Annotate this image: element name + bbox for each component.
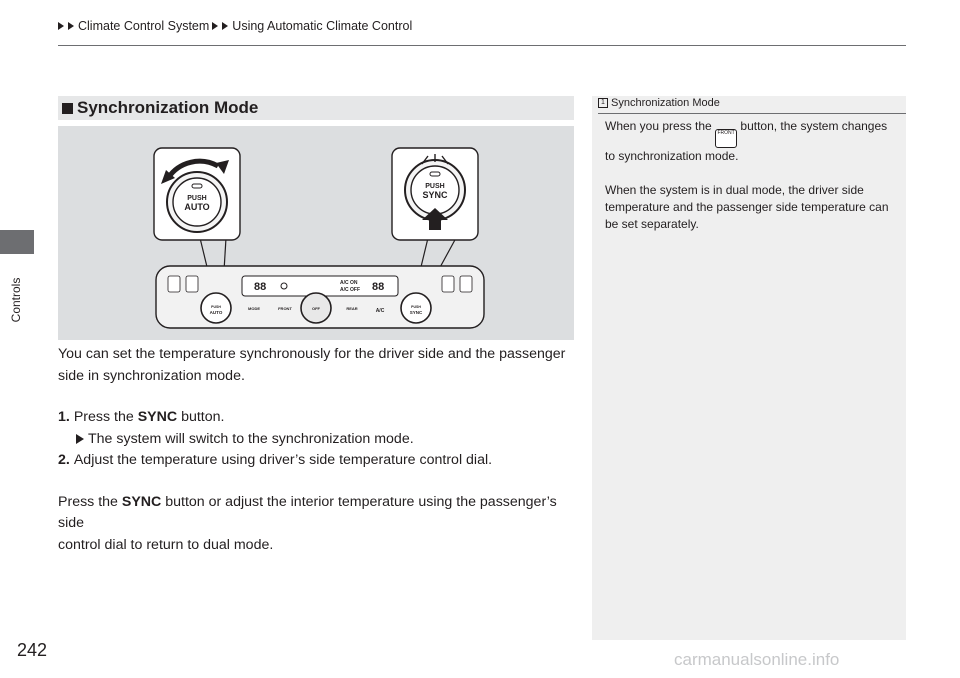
- step-2-text: Adjust the temperature using driver’s side temperature control dial.: [73, 452, 493, 468]
- step-1-post: button.: [177, 409, 225, 425]
- seat-heat-button: [168, 276, 180, 292]
- section-square-icon: [62, 103, 73, 114]
- sync-dial-sync-text: SYNC: [422, 190, 448, 200]
- note-p1-pre: When you press the: [605, 119, 716, 133]
- display-ac-on: A/C ON: [340, 280, 358, 286]
- display-ac-off: A/C OFF: [340, 287, 360, 293]
- outro-line1-post: button or adjust the interior temperature using the passenger’s side: [58, 493, 557, 531]
- step-1-bold: SYNC: [137, 409, 178, 425]
- note-p2-line1: When the system is in dual mode, the driver side: [605, 183, 864, 197]
- note-p1-post: button, the system changes: [737, 119, 888, 133]
- step-1-result-text: The system will switch to the synchronization mode.: [88, 430, 414, 447]
- panel-auto-text: AUTO: [209, 310, 223, 315]
- page-number: 242: [17, 640, 48, 660]
- step-2: [58, 450, 578, 472]
- display-temp-left: 88: [254, 281, 267, 293]
- panel-fan-text: OFF: [312, 306, 320, 311]
- climate-panel-figure: [58, 126, 574, 340]
- step-1-number: 1.: [58, 409, 70, 425]
- panel-sync-push-text: PUSH: [411, 305, 421, 309]
- body-text: [58, 344, 578, 556]
- note-p2-line2: temperature and the passenger side temperature can: [605, 200, 889, 214]
- outro-line1: [58, 492, 578, 535]
- display-temp-right: 88: [372, 281, 385, 293]
- note-p2-line3: be set separately.: [605, 217, 699, 231]
- step-1: [58, 407, 578, 429]
- section-title-text: Synchronization Mode: [77, 98, 259, 117]
- breadcrumb-arrow-icon: [212, 22, 218, 30]
- seat-vent-button: [460, 276, 472, 292]
- step-2-number: 2.: [58, 452, 70, 468]
- header-rule: [58, 45, 906, 46]
- breadcrumb-level1[interactable]: Climate Control System: [78, 19, 210, 33]
- outro-pre: Press the: [58, 493, 122, 510]
- panel-sync-text: SYNC: [409, 310, 423, 315]
- front-button-label: FRONT: [717, 130, 735, 136]
- climate-panel-illustration: [58, 126, 574, 340]
- chapter-label: Controls: [9, 277, 23, 323]
- section-title: [62, 98, 258, 118]
- breadcrumb-level2[interactable]: Using Automatic Climate Control: [232, 19, 413, 33]
- step-1-result: [58, 429, 578, 451]
- note-rule: [598, 113, 906, 114]
- panel-rear-text: REAR: [346, 306, 358, 311]
- panel-ac-text: A/C: [375, 308, 385, 314]
- intro-line2: side in synchronization mode.: [58, 367, 245, 384]
- sync-dial-push-text: PUSH: [425, 183, 445, 190]
- breadcrumb-arrow-icon: [58, 22, 64, 30]
- outro-line2: control dial to return to dual mode.: [58, 536, 274, 553]
- breadcrumb-arrow-icon: [68, 22, 74, 30]
- seat-vent-button: [186, 276, 198, 292]
- seat-heat-button: [442, 276, 454, 292]
- front-defrost-button-icon: [715, 129, 737, 148]
- watermark: carmanualsonline.info: [674, 650, 840, 669]
- panel-auto-push-text: PUSH: [211, 305, 221, 309]
- outro-bold: SYNC: [121, 493, 162, 510]
- auto-dial-push-text: PUSH: [187, 195, 207, 202]
- step-1-pre: Press the: [73, 409, 138, 425]
- note-reference-icon: 1: [598, 98, 608, 108]
- panel-mode-text: MODE: [248, 306, 260, 311]
- note-text: [605, 118, 900, 233]
- panel-front-text: FRONT: [278, 306, 292, 311]
- note-heading-text: Synchronization Mode: [611, 97, 720, 109]
- chapter-tab: [0, 230, 34, 254]
- note-p1-line2: to synchronization mode.: [605, 149, 739, 163]
- breadcrumb-arrow-icon: [222, 22, 228, 30]
- result-arrow-icon: [76, 434, 84, 444]
- step-1-text: [74, 407, 225, 429]
- breadcrumb: [58, 19, 412, 33]
- auto-dial-auto-text: AUTO: [184, 202, 210, 212]
- intro-line1: You can set the temperature synchronously for the driver side and the passenger: [58, 346, 566, 362]
- note-heading: [598, 97, 720, 109]
- note-p1-line1: [605, 118, 900, 148]
